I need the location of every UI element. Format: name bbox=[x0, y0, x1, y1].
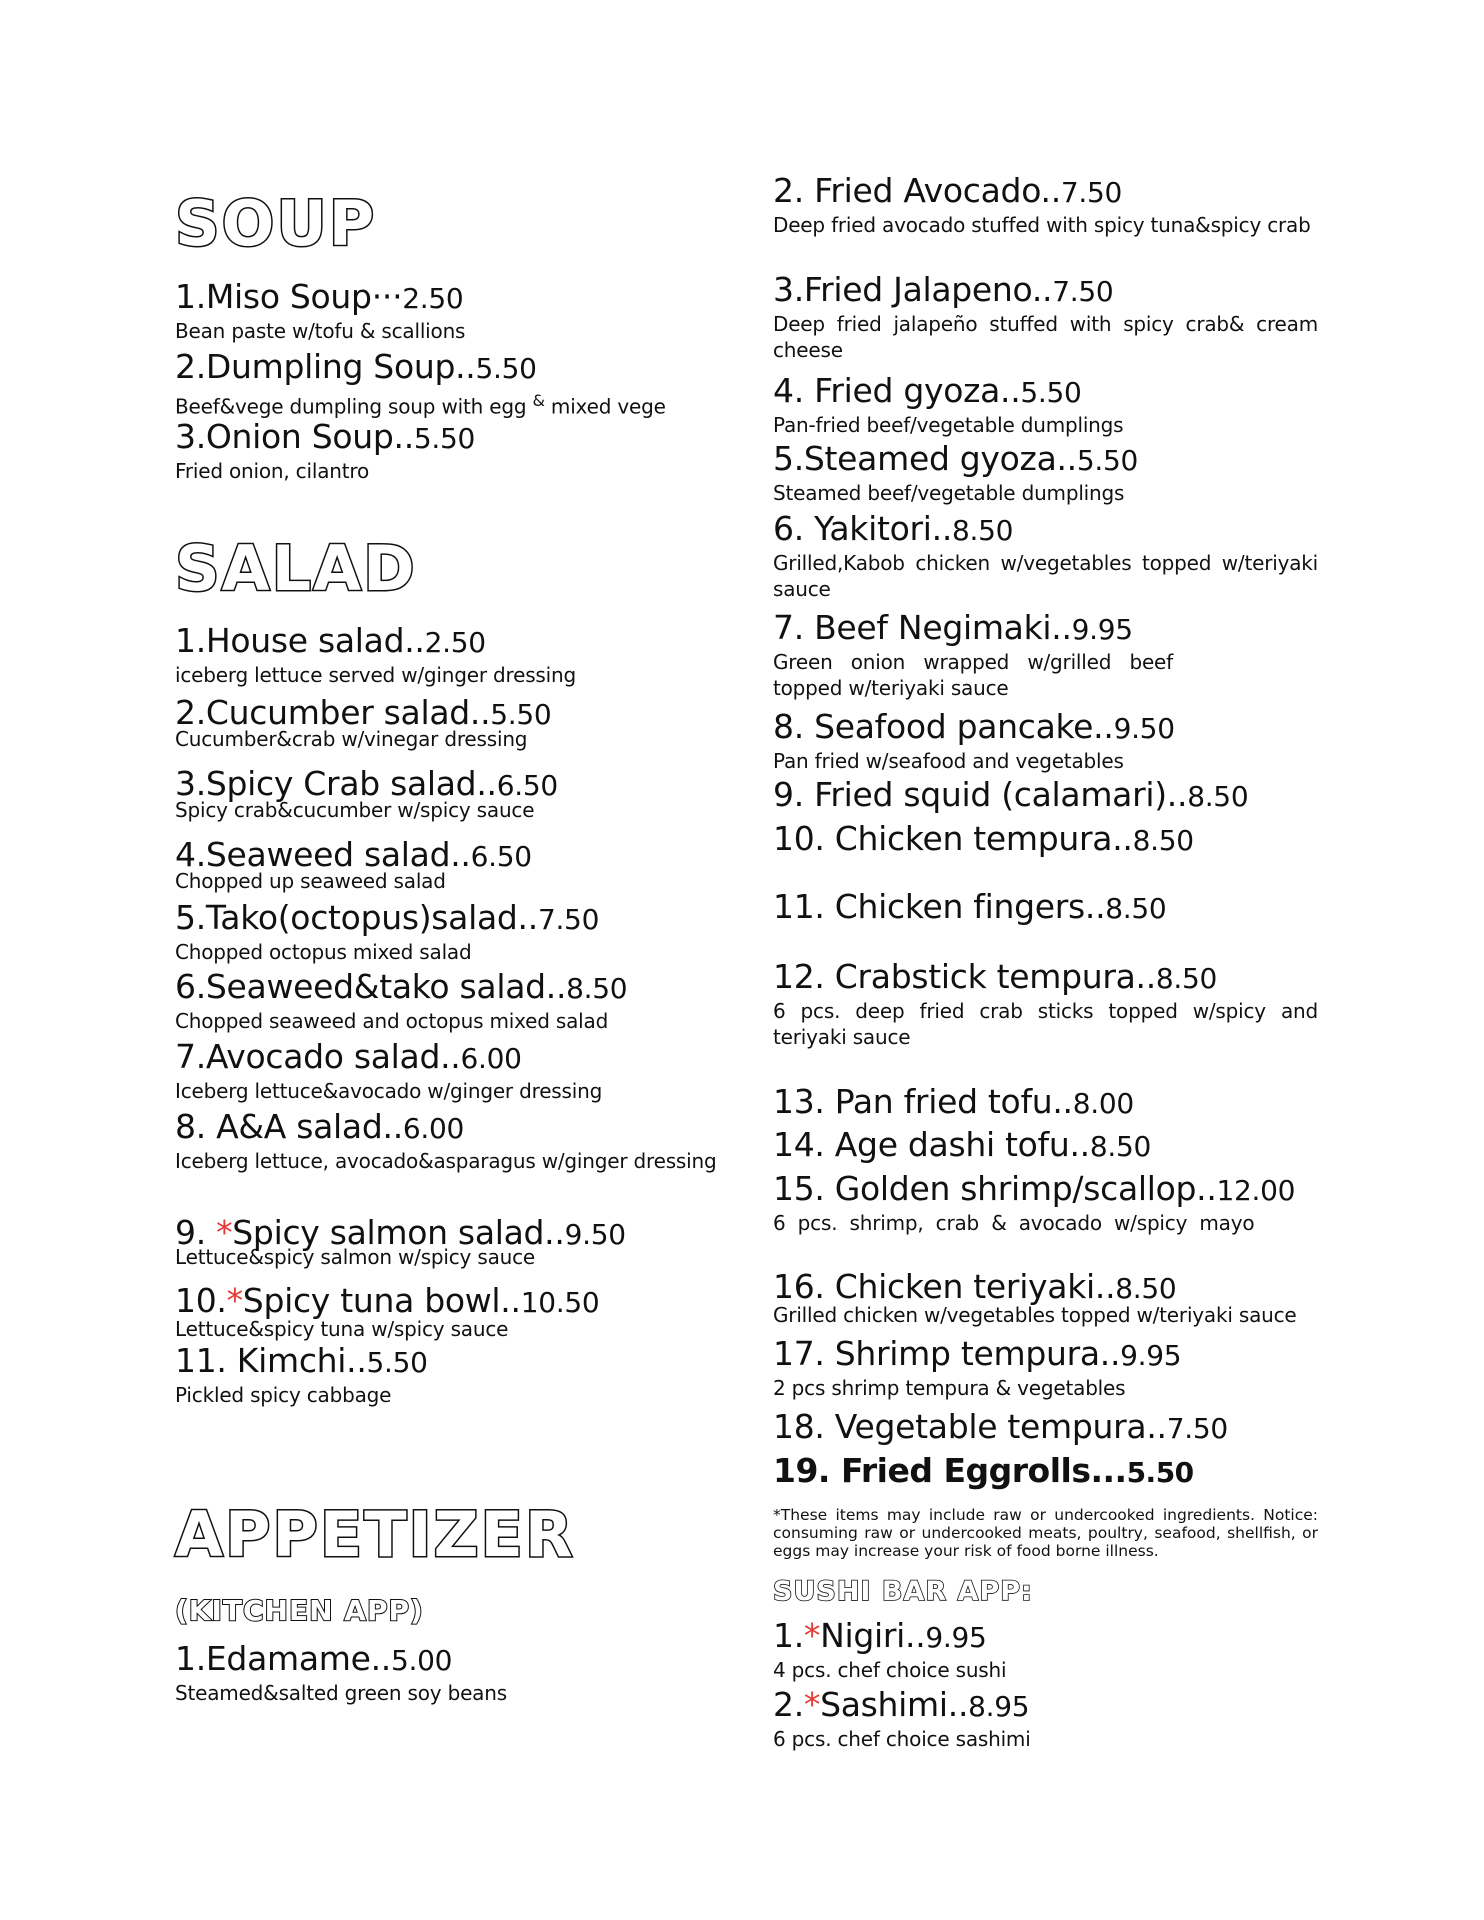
menu-item: 3.Fried Jalapeno..7.50 Deep fried jalapeño stuffed with spicy crab& cream cheese bbox=[773, 270, 1318, 362]
menu-item: 13. Pan fried tofu..8.00 bbox=[773, 1082, 1134, 1121]
menu-item: 4. Fried gyoza..5.50 Pan-fried beef/vegetable dumplings bbox=[773, 371, 1124, 437]
menu-item: 3.Onion Soup..5.50 Fried onion, cilantro bbox=[175, 417, 476, 483]
menu-item: 15. Golden shrimp/scallop..12.00 6 pcs. shrimp, crab & avocado w/spicy mayo bbox=[773, 1169, 1296, 1235]
menu-item: 18. Vegetable tempura..7.50 bbox=[773, 1407, 1228, 1446]
menu-item: 8. A&A salad..6.00 Iceberg lettuce, avocado&asparagus w/ginger dressing bbox=[175, 1107, 717, 1173]
menu-item: 6.Seaweed&tako salad..8.50 Chopped seaweed and octopus mixed salad bbox=[175, 967, 628, 1033]
menu-item: 4.Seaweed salad..6.50 Chopped up seaweed salad bbox=[175, 835, 532, 893]
menu-item: 7. Beef Negimaki..9.95 Green onion wrapped w/grilled beef topped w/teriyaki sauce bbox=[773, 608, 1173, 700]
menu-item: 5.Tako(octopus)salad..7.50 Chopped octopus mixed salad bbox=[175, 898, 600, 964]
raw-food-notice: *These items may include raw or undercooked ingredients. Notice: consuming raw or undercooked meats, poultry, seafood, shellfish, or eggs may increase your risk of food borne illness. bbox=[773, 1506, 1318, 1560]
menu-item: 19. Fried Eggrolls...5.50 bbox=[773, 1451, 1194, 1490]
menu-item: 14. Age dashi tofu..8.50 bbox=[773, 1125, 1152, 1164]
menu-item: 3.Spicy Crab salad..6.50 Spicy crab&cucumber w/spicy sauce bbox=[175, 764, 558, 822]
salad-heading: SALAD bbox=[175, 532, 417, 605]
menu-item: 1.Miso Soup···2.50 Bean paste w/tofu & scallions bbox=[175, 277, 466, 343]
menu-item: 7.Avocado salad..6.00 Iceberg lettuce&avocado w/ginger dressing bbox=[175, 1037, 603, 1103]
sushi-bar-heading: SUSHI BAR APP: bbox=[773, 1576, 1033, 1607]
menu-item: 9. *Spicy salmon salad..9.50 Lettuce&spicy salmon w/spicy sauce bbox=[175, 1213, 626, 1269]
menu-item: 2.*Sashimi..8.95 6 pcs. chef choice sashimi bbox=[773, 1685, 1031, 1751]
menu-item: 5.Steamed gyoza..5.50 Steamed beef/vegetable dumplings bbox=[773, 439, 1139, 505]
menu-item: 10.*Spicy tuna bowl..10.50 Lettuce&spicy tuna w/spicy sauce bbox=[175, 1281, 600, 1341]
menu-item: 1.*Nigiri..9.95 4 pcs. chef choice sushi bbox=[773, 1616, 1007, 1682]
menu-item: 1.Edamame..5.00 Steamed&salted green soy beans bbox=[175, 1639, 507, 1705]
menu-item: 2.Dumpling Soup..5.50 Beef&vege dumpling soup with egg & mixed vege bbox=[175, 347, 666, 419]
menu-item: 10. Chicken tempura..8.50 bbox=[773, 819, 1194, 858]
soup-heading: SOUP bbox=[175, 187, 377, 260]
menu-item: 11. Kimchi..5.50 Pickled spicy cabbage bbox=[175, 1341, 428, 1407]
menu-item: 12. Crabstick tempura..8.50 6 pcs. deep fried crab sticks topped w/spicy and teriyaki sauce bbox=[773, 957, 1318, 1049]
menu-item: 1.House salad..2.50 iceberg lettuce served w/ginger dressing bbox=[175, 621, 576, 687]
kitchen-app-subheading: (KITCHEN APP) bbox=[175, 1594, 424, 1627]
menu-item: 2.Cucumber salad..5.50 Cucumber&crab w/vinegar dressing bbox=[175, 693, 552, 751]
menu-item: 16. Chicken teriyaki..8.50 Grilled chicken w/vegetables topped w/teriyaki sauce bbox=[773, 1267, 1297, 1327]
menu-item: 9. Fried squid (calamari)..8.50 bbox=[773, 775, 1249, 814]
menu-item: 2. Fried Avocado..7.50 Deep fried avocado stuffed with spicy tuna&spicy crab bbox=[773, 171, 1311, 237]
menu-item: 8. Seafood pancake..9.50 Pan fried w/seafood and vegetables bbox=[773, 707, 1175, 773]
menu-item: 11. Chicken fingers..8.50 bbox=[773, 887, 1167, 926]
menu-item: 17. Shrimp tempura..9.95 2 pcs shrimp tempura & vegetables bbox=[773, 1334, 1182, 1400]
appetizer-heading: APPETIZER bbox=[175, 1498, 575, 1571]
menu-item: 6. Yakitori..8.50 Grilled,Kabob chicken w/vegetables topped w/teriyaki sauce bbox=[773, 509, 1318, 601]
